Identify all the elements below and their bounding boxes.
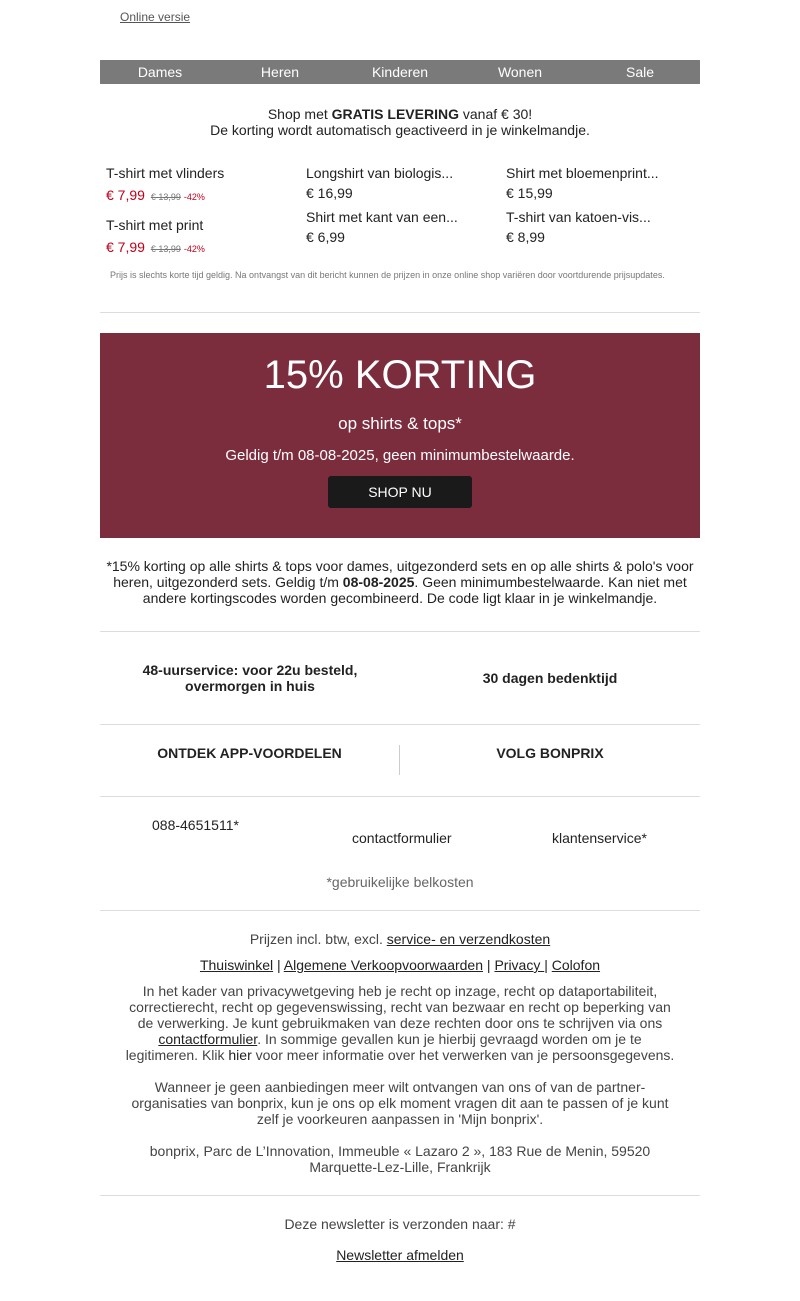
divider xyxy=(100,796,700,797)
divider xyxy=(100,312,700,313)
nav-item-dames[interactable]: Dames xyxy=(137,64,183,80)
nav-item-sale[interactable]: Sale xyxy=(625,64,655,80)
link-separator: | xyxy=(486,957,491,973)
product-item[interactable] xyxy=(106,217,205,255)
privacy-contact-form-link[interactable]: contactformulier xyxy=(158,1031,258,1047)
shop-now-button[interactable]: SHOP NU xyxy=(328,476,472,508)
link-separator: | xyxy=(277,957,281,973)
price-disclaimer: Prijs is slechts korte tijd geldig. Na ontvangst van dit bericht kunnen de prijzen in onze online shop variëren door voortdurende prijsupdates. xyxy=(110,270,665,280)
nav-item-kinderen[interactable]: Kinderen xyxy=(371,64,429,80)
product-price: € 7,99 xyxy=(106,187,145,203)
sent-to-note: Deze newsletter is verzonden naar: # xyxy=(284,1216,516,1232)
product-name[interactable]: T-shirt met vlinders xyxy=(106,165,225,181)
online-version-link[interactable]: Online versie xyxy=(120,10,191,24)
return-period[interactable]: 30 dagen bedenktijd xyxy=(482,670,618,686)
product-item[interactable] xyxy=(106,165,224,203)
company-address: bonprix, Parc de L’Innovation, Immeuble « Lazaro 2 », 183 Rue de Menin, 59520 Marquette-Lez-Lille, Frankrijk xyxy=(149,1143,651,1175)
unsubscribe-info: Wanneer je geen aanbiedingen meer wilt ontvangen van ons of van de partner-organisaties van bonprix, kun je ons op elk moment vragen dit aan te passen of je kunt zelf je voorkeuren aanpassen in 'Mijn bonprix'. xyxy=(131,1079,669,1127)
terms-link[interactable]: Algemene Verkoopvoorwaarden xyxy=(283,957,484,973)
product-price: € 8,99 xyxy=(506,229,545,245)
privacy-text: voor meer informatie over het verwerken van je persoonsgegevens. xyxy=(251,1047,675,1063)
banner-headline: 15% KORTING xyxy=(263,353,537,397)
privacy-here-link[interactable]: hier xyxy=(228,1047,252,1063)
privacy-text: In het kader van privacywetgeving heb je recht op inzage, recht op dataportabiliteit, correctierecht, recht op gegevenswissing, recht van bezwaar en recht op beperking van de verwerking. Je kunt gebruikmaken van deze rechten door ons te schrijven via ons xyxy=(129,983,671,1031)
nav-item-wonen[interactable]: Wonen xyxy=(497,64,543,80)
product-name[interactable]: Longshirt van biologis... xyxy=(306,165,454,181)
product-price: € 6,99 xyxy=(306,229,345,245)
customer-service-link[interactable]: klantenservice* xyxy=(552,830,647,846)
product-old-price: € 13,99 xyxy=(150,192,181,202)
promo-text-end: vanaf € 30! xyxy=(458,106,533,122)
thuiswinkel-link[interactable]: Thuiswinkel xyxy=(199,957,274,973)
privacy-statement xyxy=(124,983,676,1063)
divider xyxy=(100,724,700,725)
discount-terms xyxy=(105,558,695,606)
product-price: € 7,99 xyxy=(106,239,145,255)
prices-note xyxy=(120,931,680,947)
follow-bonprix-link[interactable]: VOLG BONPRIX xyxy=(496,745,604,761)
contact-form-link[interactable]: contactformulier xyxy=(352,830,452,846)
footer-links xyxy=(120,957,680,973)
banner-subline: op shirts & tops* xyxy=(338,414,462,433)
delivery-service[interactable]: 48-uurservice: voor 22u besteld, overmorgen in huis xyxy=(142,662,358,694)
product-name[interactable]: Shirt met bloemenprint... xyxy=(506,165,659,181)
nav-item-heren[interactable]: Heren xyxy=(260,64,300,80)
colofon-link[interactable]: Colofon xyxy=(551,957,601,973)
privacy-link[interactable]: Privacy xyxy=(494,957,545,973)
product-price: € 15,99 xyxy=(506,185,553,201)
product-old-price: € 13,99 xyxy=(150,244,181,254)
call-cost-note: *gebruikelijke belkosten xyxy=(326,874,474,890)
product-discount: -42% xyxy=(183,192,205,202)
terms-text: *15% korting op alle shirts & tops voor dames, uitgezonderd sets en op alle shirts & polo's voor heren, uitgezonderd sets. Geldig t/m xyxy=(106,558,694,590)
product-name[interactable]: Shirt met kant van een... xyxy=(306,209,458,225)
banner-validity: Geldig t/m 08-08-2025, geen minimumbestelwaarde. xyxy=(225,447,575,464)
phone-number[interactable]: 088-4651511* xyxy=(152,817,239,833)
discount-banner[interactable] xyxy=(100,333,700,538)
product-name[interactable]: T-shirt met print xyxy=(106,217,204,233)
link-separator: | xyxy=(544,957,548,973)
promo-text: Shop met xyxy=(267,106,332,122)
promo-highlight: GRATIS LEVERING xyxy=(331,106,459,122)
product-item[interactable] xyxy=(306,209,458,245)
product-item[interactable] xyxy=(506,209,651,245)
divider xyxy=(100,1195,700,1196)
discover-app-link[interactable]: ONTDEK APP-VOORDELEN xyxy=(157,745,342,761)
product-item[interactable] xyxy=(506,165,659,201)
divider xyxy=(100,631,700,632)
free-delivery-promo xyxy=(100,106,700,138)
prices-text: Prijzen incl. btw, excl. xyxy=(249,931,387,947)
terms-text-end: . Geen minimumbestelwaarde. Kan niet met andere kortingscodes worden gecombineerd. De code ligt klaar in je winkelmandje. xyxy=(142,574,687,606)
terms-date: 08-08-2025 xyxy=(342,574,415,590)
product-item[interactable] xyxy=(306,165,453,201)
privacy-text: . In sommige gevallen kun je hierbij gevraagd worden om je te legitimeren. Klik xyxy=(125,1031,642,1063)
promo-subtext: De korting wordt automatisch geactiveerd in je winkelmandje. xyxy=(210,122,590,138)
shipping-costs-link[interactable]: service- en verzendkosten xyxy=(386,931,551,947)
main-navigation xyxy=(100,60,700,84)
product-price: € 16,99 xyxy=(306,185,353,201)
product-discount: -42% xyxy=(183,244,205,254)
unsubscribe-link[interactable]: Newsletter afmelden xyxy=(336,1247,464,1263)
product-name[interactable]: T-shirt van katoen-vis... xyxy=(506,209,651,225)
divider xyxy=(100,910,700,911)
